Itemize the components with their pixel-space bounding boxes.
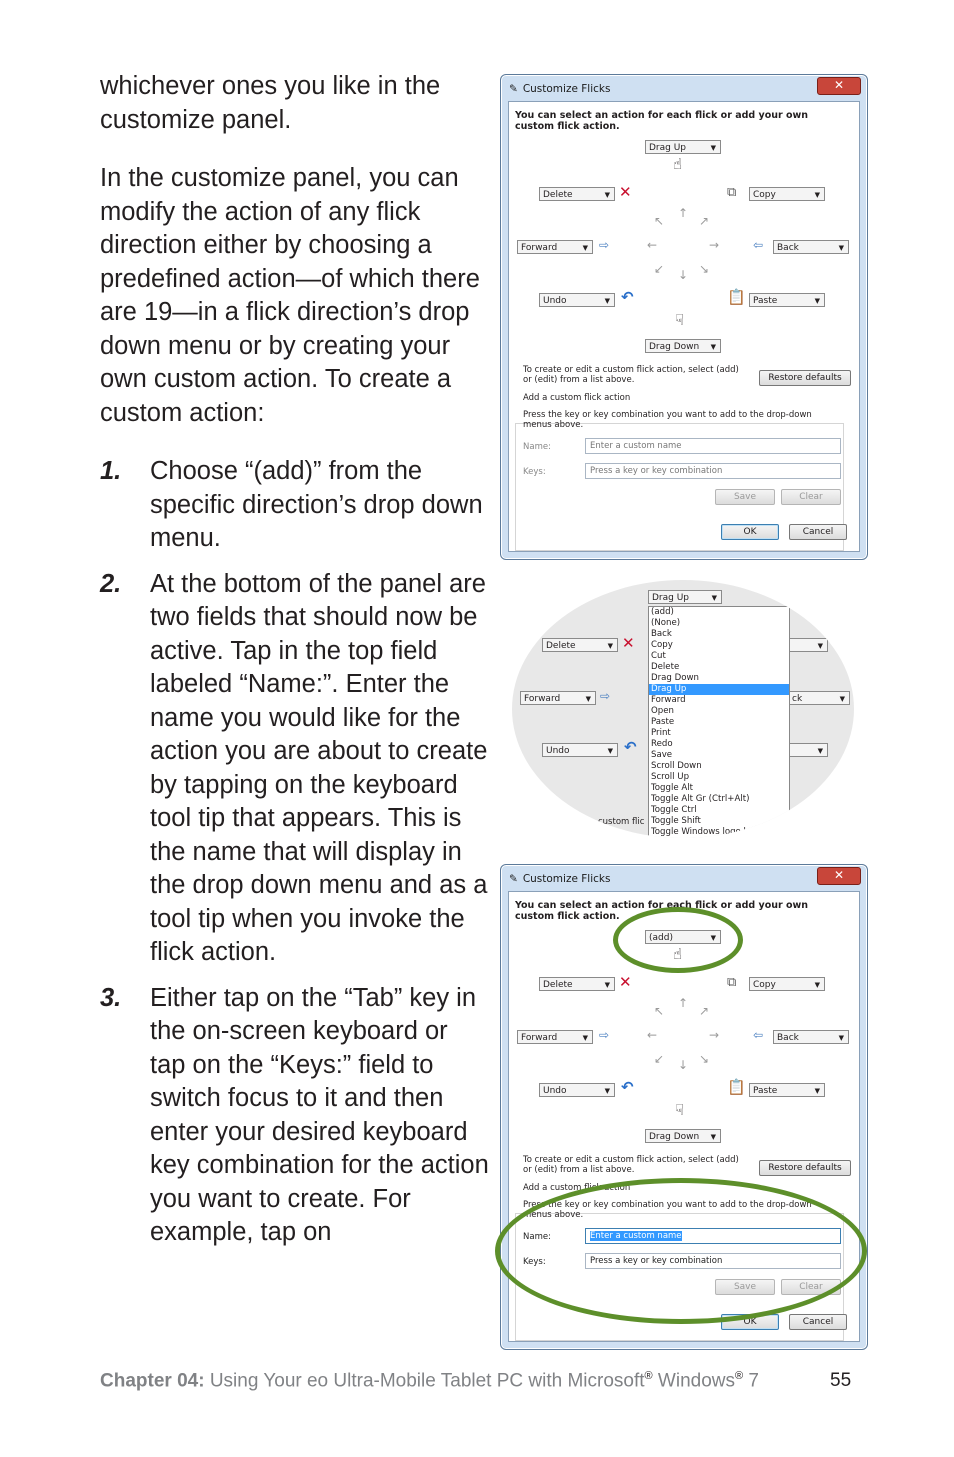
- chevron-down-icon: ▼: [582, 244, 588, 252]
- copy-icon: ⧉: [727, 185, 737, 200]
- restore-defaults-button[interactable]: Restore defaults: [759, 1160, 851, 1176]
- arrow-up-right-icon: ↗: [699, 214, 710, 228]
- dropdown-value: Undo: [546, 746, 570, 756]
- chevron-down-icon: ▼: [814, 1087, 820, 1095]
- name-input[interactable]: Enter a custom name: [585, 438, 841, 454]
- dropdown-option[interactable]: Drag Down: [651, 673, 699, 683]
- dropdown-value: Copy: [753, 980, 776, 990]
- right-down-dropdown[interactable]: [788, 743, 828, 757]
- dropdown-value: ck: [792, 694, 803, 704]
- left-down-dropdown[interactable]: [539, 1083, 615, 1097]
- right-up-dropdown[interactable]: [749, 187, 825, 201]
- chevron-down-icon: ▼: [582, 1034, 588, 1042]
- back-icon: ⇦: [753, 238, 764, 252]
- dropdown-option[interactable]: (add): [651, 607, 674, 617]
- dialog-title-bar: [509, 871, 610, 887]
- arrow-down-icon: ↓: [678, 268, 689, 282]
- footer-windows: Windows: [652, 1370, 736, 1392]
- dropdown-value: Forward: [521, 1033, 558, 1043]
- dropdown-value: Drag Down: [649, 1132, 700, 1142]
- left-dropdown[interactable]: [517, 1030, 593, 1044]
- paste-icon: 📋: [727, 288, 746, 306]
- chevron-down-icon: ▼: [814, 191, 820, 199]
- restore-defaults-button[interactable]: Restore defaults: [759, 370, 851, 386]
- name-input-selection: Enter a custom name: [590, 1231, 682, 1241]
- footer-reg-mark: ®: [735, 1370, 744, 1382]
- chevron-down-icon: ▼: [604, 191, 610, 199]
- group-title: Add a custom flick action: [523, 1183, 631, 1193]
- footer-version: 7: [743, 1370, 759, 1392]
- step-text: Either tap on the “Tab” key in the on-screen keyboard or tap on the “Keys:” field to switch focus to it and then enter your desired keyboard key combination for the action you want to create. For example, tap on: [150, 983, 489, 1246]
- forward-icon: ⇨: [599, 1028, 610, 1042]
- step-2: [100, 568, 490, 970]
- left-up-dropdown[interactable]: [539, 187, 615, 201]
- ok-button[interactable]: OK: [721, 1314, 779, 1330]
- group-description: Press the key or key combination you want to add to the drop-down menus above.: [523, 1200, 812, 1220]
- left-down-dropdown[interactable]: [542, 743, 618, 757]
- step-text: Choose “(add)” from the specific direction’s drop down menu.: [150, 457, 483, 552]
- hand-up-icon: ☝: [673, 155, 683, 173]
- save-button[interactable]: Save: [715, 489, 775, 505]
- close-button[interactable]: ✕: [817, 77, 861, 95]
- dropdown-value: Drag Up: [652, 593, 690, 603]
- pen-icon: ✎: [509, 873, 518, 885]
- dropdown-list[interactable]: [648, 606, 790, 838]
- chevron-down-icon: ▼: [838, 244, 844, 252]
- delete-x-icon: ✕: [619, 183, 632, 201]
- dropdown-option[interactable]: Toggle Alt: [651, 783, 693, 793]
- arrow-down-right-icon: ↘: [699, 1052, 710, 1066]
- arrow-left-icon: ←: [647, 238, 658, 252]
- dropdown-value: Delete: [543, 190, 573, 200]
- left-up-dropdown[interactable]: [542, 638, 618, 652]
- chevron-down-icon: ▼: [838, 1034, 844, 1042]
- chevron-down-icon: ▼: [585, 695, 591, 703]
- arrow-right-icon: →: [709, 1028, 720, 1042]
- chevron-down-icon: ▼: [604, 981, 610, 989]
- left-up-dropdown[interactable]: [539, 977, 615, 991]
- footer-reg-mark: ®: [644, 1370, 653, 1382]
- chevron-down-icon: ▼: [604, 1087, 610, 1095]
- step-text: At the bottom of the panel are two fields that should now be active. Tap in the top field labeled “Name:”. Enter the name you would like for the action you are about to create by tapping on the keyboard tool tip that appears. This is the name that will display in the drop down menu and as a tool tip when you invoke the flick action.: [150, 569, 488, 966]
- dropdown-value: Delete: [543, 980, 573, 990]
- chevron-down-icon: ▼: [839, 695, 845, 703]
- drag-down-dropdown[interactable]: [645, 1129, 721, 1143]
- arrow-up-left-icon: ↖: [654, 1004, 665, 1018]
- dropdown-option[interactable]: Print: [651, 728, 671, 738]
- keys-input[interactable]: Press a key or key combination: [585, 463, 841, 479]
- right-dropdown[interactable]: [788, 691, 850, 705]
- right-dropdown[interactable]: [773, 240, 849, 254]
- arrow-down-left-icon: ↙: [654, 262, 665, 276]
- dropdown-option[interactable]: Redo: [651, 739, 673, 749]
- step-number: 3.: [100, 983, 122, 1012]
- step-3: [100, 982, 490, 1250]
- dropdown-value: Forward: [524, 694, 561, 704]
- dropdown-option[interactable]: Scroll Down: [651, 761, 702, 771]
- chevron-down-icon: ▼: [710, 144, 716, 152]
- name-label: Name:: [523, 442, 551, 452]
- dialog-client: [508, 101, 860, 552]
- cancel-button[interactable]: Cancel: [789, 1314, 847, 1330]
- dialog-title: Customize Flicks: [522, 83, 611, 95]
- undo-icon: ↶: [621, 1078, 634, 1096]
- left-dropdown[interactable]: [517, 240, 593, 254]
- instruction-text: You can select an action for each flick or add your own custom flick action.: [515, 110, 809, 132]
- step-number: 1.: [100, 457, 122, 485]
- delete-x-icon: ✕: [619, 973, 632, 991]
- ok-button[interactable]: OK: [721, 524, 779, 540]
- hand-down-icon: ☟: [675, 311, 685, 329]
- undo-icon: ↶: [624, 738, 637, 756]
- chevron-down-icon: ▼: [814, 297, 820, 305]
- arrow-up-right-icon: ↗: [699, 1004, 710, 1018]
- dropdown-option[interactable]: Cut: [651, 651, 666, 661]
- hand-down-icon: ☟: [675, 1101, 685, 1119]
- dropdown-option[interactable]: Forward: [651, 695, 686, 705]
- footer-chapter: Chapter 04:: [100, 1370, 205, 1392]
- arrow-up-icon: ↑: [678, 996, 689, 1010]
- intro-paragraph-2: In the customize panel, you can modify the action of any flick direction either by choosing a predefined action—of which there are 19—in a flick direction’s drop down menu or by creating your own custom action. To create a custom action:: [100, 164, 480, 427]
- right-down-dropdown[interactable]: [749, 1083, 825, 1097]
- dropdown-option[interactable]: Scroll Up: [651, 772, 690, 782]
- dropdown-option[interactable]: Back: [651, 629, 672, 639]
- name-label: Name:: [523, 1232, 551, 1242]
- create-note: To create or edit a custom flick action, select (add) or (edit) from a list above.: [523, 365, 739, 385]
- cancel-button[interactable]: Cancel: [789, 524, 847, 540]
- dropdown-option[interactable]: Drag Up: [649, 684, 789, 695]
- dropdown-value: Undo: [543, 1086, 567, 1096]
- chevron-down-icon: ▼: [710, 934, 716, 942]
- right-down-dropdown[interactable]: [749, 293, 825, 307]
- arrow-down-right-icon: ↘: [699, 262, 710, 276]
- highlight-ring-dropdown: [613, 907, 743, 973]
- keys-label: Keys:: [523, 467, 546, 477]
- step-1: [100, 455, 490, 556]
- dropdown-option[interactable]: Save: [651, 750, 673, 760]
- highlight-ring-fields: [495, 1178, 867, 1324]
- dropdown-option[interactable]: Open: [651, 706, 674, 716]
- dialog-title: Customize Flicks: [522, 873, 611, 885]
- arrow-down-icon: ↓: [678, 1058, 689, 1072]
- left-down-dropdown[interactable]: [539, 293, 615, 307]
- dialog-title-bar: [509, 81, 610, 97]
- clear-button[interactable]: Clear: [781, 489, 841, 505]
- arrow-down-left-icon: ↙: [654, 1052, 665, 1066]
- drag-down-dropdown[interactable]: [645, 339, 721, 353]
- instruction-text: You can select an action for each flick or add your own custom flick action.: [515, 900, 809, 922]
- arrow-up-icon: ↑: [678, 206, 689, 220]
- chevron-down-icon: ▼: [604, 297, 610, 305]
- left-dropdown[interactable]: [520, 691, 596, 705]
- chevron-down-icon: ▼: [710, 343, 716, 351]
- step-number: 2.: [100, 569, 122, 598]
- dropdown-option[interactable]: Toggle Windows logo k…: [651, 827, 758, 837]
- back-icon: ⇦: [753, 1028, 764, 1042]
- dropdown-option[interactable]: Delete: [651, 662, 680, 672]
- chevron-down-icon: ▼: [710, 1133, 716, 1141]
- dropdown-value: Paste: [753, 1086, 778, 1096]
- right-up-dropdown[interactable]: [788, 638, 828, 652]
- dropdown-value: Undo: [543, 296, 567, 306]
- chevron-down-icon: ▼: [607, 642, 613, 650]
- close-button[interactable]: ✕: [817, 867, 861, 885]
- dropdown-value: Paste: [753, 296, 778, 306]
- chevron-down-icon: ▼: [711, 594, 717, 602]
- drag-up-dropdown[interactable]: [645, 140, 721, 154]
- delete-x-icon: ✕: [622, 634, 635, 652]
- keys-label: Keys:: [523, 1257, 546, 1267]
- drag-up-dropdown[interactable]: [648, 590, 722, 604]
- save-button[interactable]: Save: [715, 1279, 775, 1295]
- chevron-down-icon: ▼: [607, 747, 613, 755]
- forward-icon: ⇨: [599, 238, 610, 252]
- partial-label: custom flic: [598, 817, 645, 827]
- group-title: Add a custom flick action: [523, 393, 631, 403]
- right-dropdown[interactable]: [773, 1030, 849, 1044]
- dropdown-option[interactable]: Toggle Ctrl: [651, 805, 697, 815]
- page-number: 55: [830, 1370, 852, 1391]
- dropdown-value: Copy: [753, 190, 776, 200]
- chevron-down-icon: ▼: [817, 747, 823, 755]
- dropdown-option[interactable]: Copy: [651, 640, 673, 650]
- dropdown-option[interactable]: Toggle Shift: [651, 816, 701, 826]
- dropdown-option[interactable]: Toggle Alt Gr (Ctrl+Alt): [651, 794, 750, 804]
- dropdown-value: Delete: [546, 641, 576, 651]
- copy-icon: ⧉: [727, 975, 737, 990]
- right-up-dropdown[interactable]: [749, 977, 825, 991]
- dropdown-value: Drag Down: [649, 342, 700, 352]
- group-description: Press the key or key combination you want to add to the drop-down menus above.: [523, 410, 812, 430]
- intro-paragraph-1: whichever ones you like in the customize panel.: [100, 72, 441, 134]
- paste-icon: 📋: [727, 1078, 746, 1096]
- chevron-down-icon: ▼: [817, 642, 823, 650]
- pen-icon: ✎: [509, 83, 518, 95]
- footer: [100, 1370, 759, 1392]
- keys-input[interactable]: Press a key or key combination: [585, 1253, 841, 1269]
- dropdown-value: (add): [649, 933, 673, 943]
- undo-icon: ↶: [621, 288, 634, 306]
- clear-button[interactable]: Clear: [781, 1279, 841, 1295]
- dropdown-value: Back: [777, 243, 799, 253]
- chevron-down-icon: ▼: [814, 981, 820, 989]
- arrow-left-icon: ←: [647, 1028, 658, 1042]
- footer-title: Using Your eo Ultra-Mobile Tablet PC with Microsoft: [209, 1370, 645, 1392]
- hand-up-icon: ☝: [673, 945, 683, 963]
- dropdown-option[interactable]: Paste: [651, 717, 675, 727]
- dropdown-option[interactable]: (None): [651, 618, 681, 628]
- customize-flicks-dialog: [500, 74, 868, 560]
- body-text: [100, 70, 490, 1262]
- dropdown-value: Back: [777, 1033, 799, 1043]
- dropdown-value: Forward: [521, 243, 558, 253]
- dropdown-value: Drag Up: [649, 143, 687, 153]
- arrow-up-left-icon: ↖: [654, 214, 665, 228]
- zoomed-dropdown-screenshot: [512, 580, 854, 838]
- create-note: To create or edit a custom flick action, select (add) or (edit) from a list above.: [523, 1155, 739, 1175]
- arrow-right-icon: →: [709, 238, 720, 252]
- forward-icon: ⇨: [600, 689, 611, 703]
